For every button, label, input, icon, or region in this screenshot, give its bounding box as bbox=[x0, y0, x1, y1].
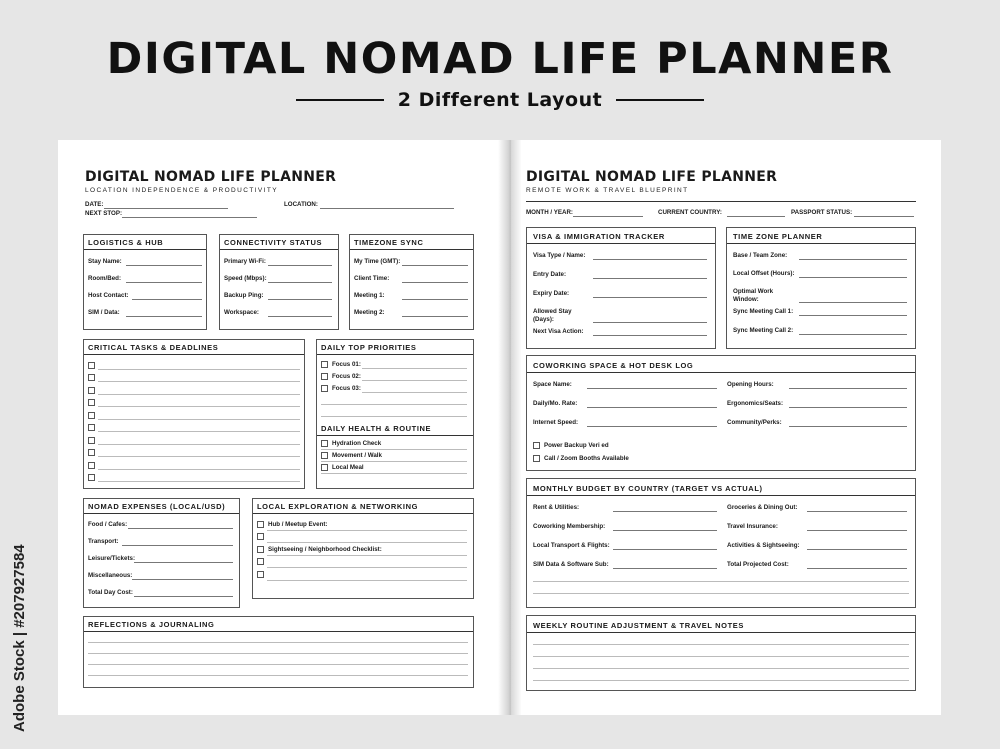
logistics-title: LOGISTICS & HUB bbox=[88, 238, 164, 247]
task-checkbox[interactable] bbox=[88, 362, 95, 369]
explore-checkbox[interactable] bbox=[257, 533, 264, 540]
timezone-sync-title: TIMEZONE SYNC bbox=[354, 238, 424, 247]
field-label: Sync Meeting Call 1: bbox=[733, 308, 794, 315]
field-label: Backup Ping: bbox=[224, 292, 264, 299]
reflections-title: REFLECTIONS & JOURNALING bbox=[88, 620, 215, 629]
field-label: Optimal Work bbox=[733, 288, 774, 295]
left-page bbox=[58, 140, 500, 715]
adobe-stock-watermark bbox=[4, 496, 30, 736]
field-label: SIM Data & Software Sub: bbox=[533, 561, 609, 568]
timezone-sync-box bbox=[349, 234, 474, 330]
visa-title: VISA & IMMIGRATION TRACKER bbox=[533, 232, 665, 241]
focus-checkbox[interactable] bbox=[321, 361, 328, 368]
task-checkbox[interactable] bbox=[88, 399, 95, 406]
expenses-title: NOMAD EXPENSES (LOCAL/USD) bbox=[88, 502, 226, 511]
zoom-booth-checkbox[interactable] bbox=[533, 455, 540, 462]
field-label: Total Projected Cost: bbox=[727, 561, 789, 568]
field-label: Miscellaneous: bbox=[88, 572, 133, 579]
health-checkbox[interactable] bbox=[321, 452, 328, 459]
focus-checkbox[interactable] bbox=[321, 373, 328, 380]
field-label: Allowed Stay bbox=[533, 308, 572, 315]
exploration-box bbox=[252, 498, 474, 599]
task-checkbox[interactable] bbox=[88, 412, 95, 419]
field-label: Movement / Walk bbox=[332, 452, 382, 459]
month-label: MONTH / YEAR: bbox=[526, 209, 573, 216]
field-label: Hydration Check bbox=[332, 440, 382, 447]
svg-text:Adobe Stock | #207927584: Adobe Stock | #207927584 bbox=[11, 544, 28, 732]
tz-planner-box bbox=[726, 227, 916, 349]
date-line bbox=[104, 208, 228, 209]
field-label: Entry Date: bbox=[533, 271, 567, 278]
field-label: Hub / Meetup Event: bbox=[268, 521, 328, 528]
field-label: Call / Zoom Booths Available bbox=[544, 455, 629, 462]
subtitle-row bbox=[0, 89, 1000, 111]
field-label: Primary Wi-Fi: bbox=[224, 258, 266, 265]
subtitle: 2 Different Layout bbox=[397, 89, 603, 111]
health-title: DAILY HEALTH & ROUTINE bbox=[321, 424, 432, 433]
field-label: Space Name: bbox=[533, 381, 572, 388]
field-label: Local Meal bbox=[332, 464, 364, 471]
priorities-title: DAILY TOP PRIORITIES bbox=[321, 343, 417, 352]
connectivity-title: CONNECTIVITY STATUS bbox=[224, 238, 323, 247]
date-label: DATE: bbox=[85, 201, 104, 208]
field-label: Visa Type / Name: bbox=[533, 252, 586, 259]
left-page-subtitle: LOCATION INDEPENDENCE & PRODUCTIVITY bbox=[85, 187, 278, 194]
field-label: Focus 03: bbox=[332, 385, 361, 392]
task-checkbox[interactable] bbox=[88, 424, 95, 431]
field-label: Stay Name: bbox=[88, 258, 122, 265]
divider bbox=[616, 99, 704, 101]
field-label: Sightseeing / Neighborhood Checklist: bbox=[268, 546, 382, 553]
field-label: Total Day Cost: bbox=[88, 589, 133, 596]
task-checkbox[interactable] bbox=[88, 437, 95, 444]
country-label: CURRENT COUNTRY: bbox=[658, 209, 722, 216]
coworking-title: COWORKING SPACE & HOT DESK LOG bbox=[533, 361, 694, 370]
field-label: Focus 01: bbox=[332, 361, 361, 368]
field-label: Travel Insurance: bbox=[727, 523, 778, 530]
field-label: My Time (GMT): bbox=[354, 258, 401, 265]
right-page bbox=[521, 140, 941, 715]
divider bbox=[296, 99, 384, 101]
field-label: Opening Hours: bbox=[727, 381, 774, 388]
expenses-box bbox=[83, 498, 240, 608]
logistics-box bbox=[83, 234, 207, 330]
explore-checkbox[interactable] bbox=[257, 571, 264, 578]
field-label: Meeting 1: bbox=[354, 292, 385, 299]
field-label: Host Contact: bbox=[88, 292, 129, 299]
power-backup-checkbox[interactable] bbox=[533, 442, 540, 449]
field-label: Workspace: bbox=[224, 309, 259, 316]
field-label: SIM / Data: bbox=[88, 309, 120, 316]
weekly-notes-box bbox=[526, 615, 916, 691]
field-label: Daily/Mo. Rate: bbox=[533, 400, 578, 407]
field-label: Groceries & Dining Out: bbox=[727, 504, 798, 511]
field-label: Internet Speed: bbox=[533, 419, 579, 426]
budget-box bbox=[526, 478, 916, 608]
field-label: Next Visa Action: bbox=[533, 328, 584, 335]
task-checkbox[interactable] bbox=[88, 449, 95, 456]
field-label: Local Offset (Hours): bbox=[733, 270, 795, 277]
tz-planner-title: TIME ZONE PLANNER bbox=[733, 232, 823, 241]
task-checkbox[interactable] bbox=[88, 374, 95, 381]
field-label: Meeting 2: bbox=[354, 309, 385, 316]
field-label: Expiry Date: bbox=[533, 290, 570, 297]
task-checkbox[interactable] bbox=[88, 462, 95, 469]
task-checkbox[interactable] bbox=[88, 387, 95, 394]
connectivity-box bbox=[219, 234, 339, 330]
right-page-title: DIGITAL NOMAD LIFE PLANNER bbox=[526, 169, 778, 185]
visa-box bbox=[526, 227, 716, 349]
passport-label: PASSPORT STATUS: bbox=[791, 209, 853, 216]
left-page-title: DIGITAL NOMAD LIFE PLANNER bbox=[85, 169, 337, 185]
field-label: Focus 02: bbox=[332, 373, 361, 380]
priorities-health-box bbox=[316, 339, 474, 489]
field-label: Power Backup Veri ed bbox=[544, 442, 609, 449]
location-line bbox=[320, 208, 454, 209]
field-label: Sync Meeting Call 2: bbox=[733, 327, 794, 334]
explore-checkbox[interactable] bbox=[257, 558, 264, 565]
field-label: Food / Cafes: bbox=[88, 521, 128, 528]
field-label: Coworking Membership: bbox=[533, 523, 606, 530]
field-label: Local Transport & Flights: bbox=[533, 542, 610, 549]
focus-checkbox[interactable] bbox=[321, 385, 328, 392]
coworking-box bbox=[526, 355, 916, 471]
health-checkbox[interactable] bbox=[321, 464, 328, 471]
task-checkbox[interactable] bbox=[88, 474, 95, 481]
health-checkbox[interactable] bbox=[321, 440, 328, 447]
exploration-title: LOCAL EXPLORATION & NETWORKING bbox=[257, 502, 419, 511]
main-title: DIGITAL NOMAD LIFE PLANNER bbox=[106, 34, 894, 84]
budget-title: MONTHLY BUDGET BY COUNTRY (TARGET VS ACTUAL) bbox=[533, 484, 763, 493]
field-label: Transport: bbox=[88, 538, 119, 545]
book-spine bbox=[498, 140, 522, 715]
field-label: (Days): bbox=[533, 316, 554, 323]
field-label: Activities & Sightseeing: bbox=[727, 542, 800, 549]
critical-tasks-box bbox=[83, 339, 305, 489]
location-label: LOCATION: bbox=[284, 201, 318, 208]
field-label: Community/Perks: bbox=[727, 419, 782, 426]
next-stop-label: NEXT STOP: bbox=[85, 210, 123, 217]
explore-checkbox[interactable] bbox=[257, 521, 264, 528]
field-label: Ergonomics/Seats: bbox=[727, 400, 784, 407]
field-label: Speed (Mbps): bbox=[224, 275, 267, 282]
field-label: Rent & Utilities: bbox=[533, 504, 580, 511]
right-page-subtitle: REMOTE WORK & TRAVEL BLUEPRINT bbox=[526, 187, 689, 194]
field-label: Client Time: bbox=[354, 275, 390, 282]
explore-checkbox[interactable] bbox=[257, 546, 264, 553]
field-label: Room/Bed: bbox=[88, 275, 121, 282]
field-label: Base / Team Zone: bbox=[733, 252, 788, 259]
weekly-notes-title: WEEKLY ROUTINE ADJUSTMENT & TRAVEL NOTES bbox=[533, 621, 744, 630]
critical-tasks-title: CRITICAL TASKS & DEADLINES bbox=[88, 343, 219, 352]
field-label: Window: bbox=[733, 296, 759, 303]
reflections-box bbox=[83, 616, 474, 688]
field-label: Leisure/Tickets: bbox=[88, 555, 136, 562]
next-stop-line bbox=[122, 217, 257, 218]
